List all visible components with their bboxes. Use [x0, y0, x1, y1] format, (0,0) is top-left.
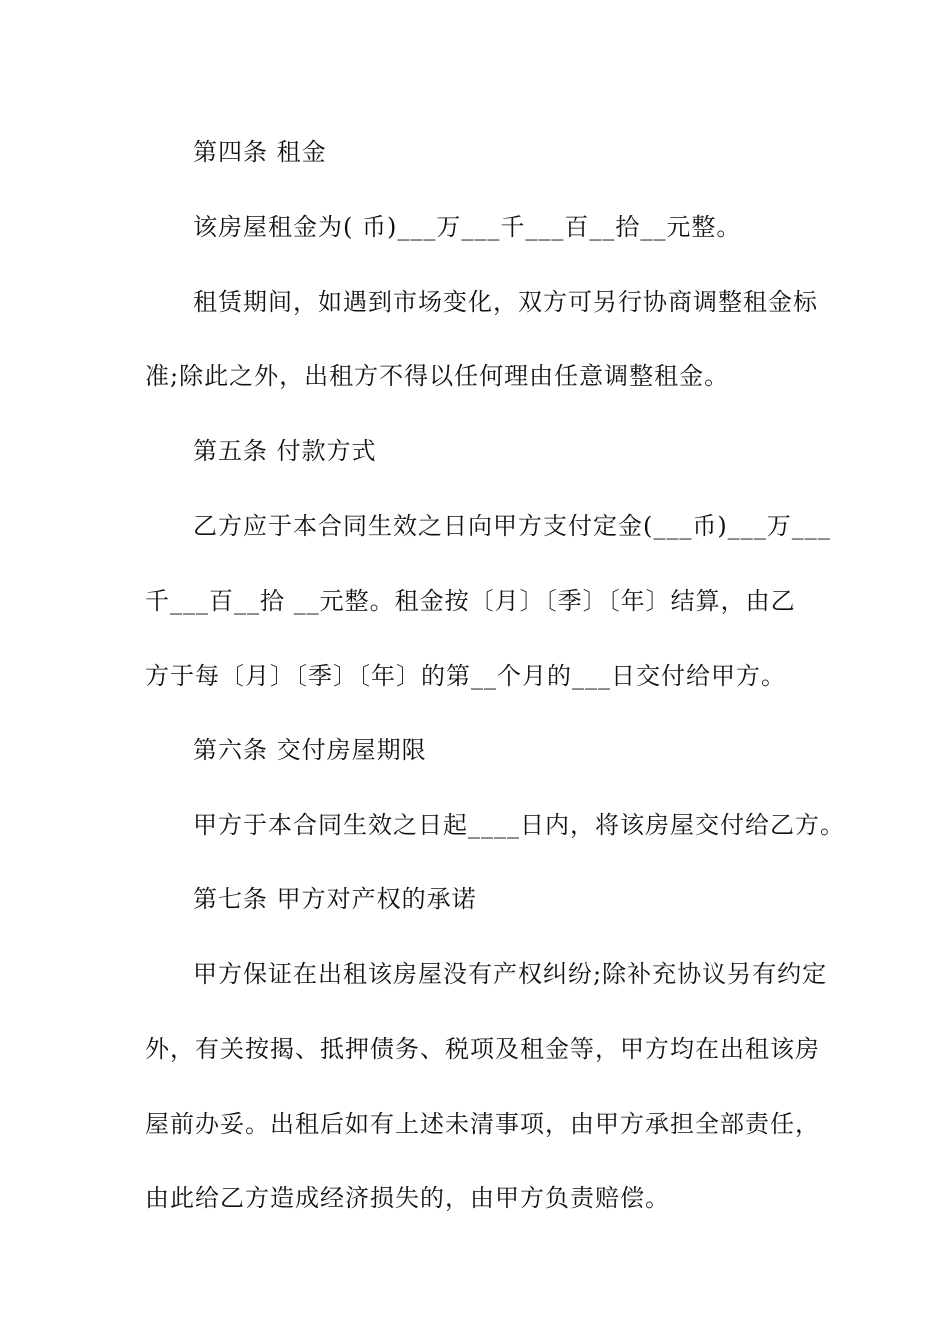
article-5-paragraph-line-3: 方于每〔月〕〔季〕〔年〕的第__个月的___日交付给甲方。 [145, 662, 786, 690]
article-7-paragraph-line-4: 由此给乙方造成经济损失的，由甲方负责赔偿。 [145, 1184, 670, 1212]
article-4-paragraph-line-1: 租赁期间，如遇到市场变化，双方可另行协商调整租金标 [193, 288, 818, 316]
article-7-paragraph-line-2: 外，有关按揭、抵押债务、税项及租金等，甲方均在出租该房 [145, 1035, 820, 1063]
article-5-paragraph-line-1: 乙方应于本合同生效之日向甲方支付定金(___币)___万___ [193, 512, 831, 540]
article-5-paragraph-line-2: 千___百__拾 __元整。租金按〔月〕〔季〕〔年〕结算，由乙 [145, 587, 796, 615]
article-5-heading: 第五条 付款方式 [193, 437, 377, 465]
article-4-paragraph-line-2: 准;除此之外，出租方不得以任何理由任意调整租金。 [145, 362, 730, 390]
article-4-heading: 第四条 租金 [193, 138, 327, 166]
article-6-paragraph: 甲方于本合同生效之日起____日内，将该房屋交付给乙方。 [193, 811, 845, 839]
article-7-heading: 第七条 甲方对产权的承诺 [193, 885, 477, 913]
article-4-rent-amount: 该房屋租金为( 币)___万___千___百__拾__元整。 [193, 213, 742, 241]
article-6-heading: 第六条 交付房屋期限 [193, 736, 427, 764]
article-7-paragraph-line-1: 甲方保证在出租该房屋没有产权纠纷;除补充协议另有约定 [193, 960, 828, 988]
article-7-paragraph-line-3: 屋前办妥。出租后如有上述未清事项，由甲方承担全部责任， [145, 1110, 820, 1138]
